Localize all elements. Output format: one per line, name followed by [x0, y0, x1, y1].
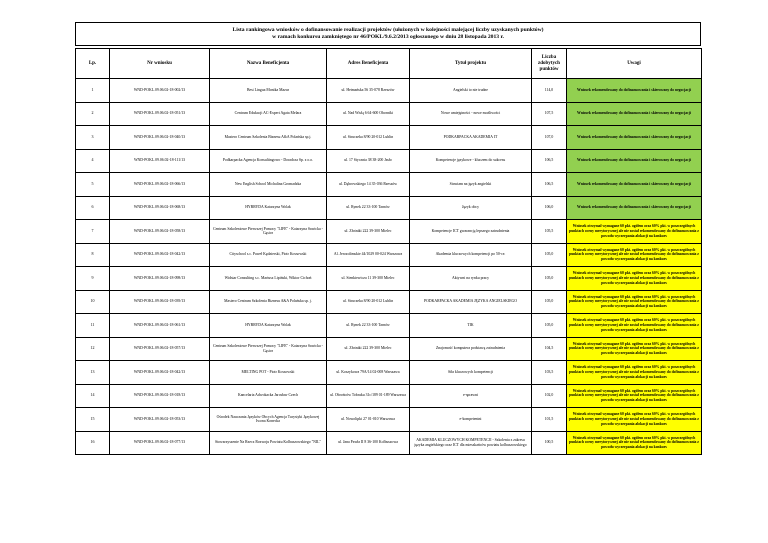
cell-lp: 14: [76, 384, 110, 408]
cell-nr: WND-POKL.09.06.02-18-077/13: [110, 431, 210, 455]
cell-tytul: Język obcy: [410, 196, 532, 220]
table-row: [76, 384, 702, 408]
header-lp: Lp.: [76, 49, 110, 79]
cell-uwagi: Wniosek rekomendowany do dofinansowania i skierowany do negocjacji: [567, 126, 702, 150]
cell-tytul: Aktywni na rynku pracy: [410, 267, 532, 291]
header-uwagi: Uwagi: [567, 49, 702, 79]
cell-uwagi: Wniosek rekomendowany do dofinansowania i skierowany do negocjacji: [567, 196, 702, 220]
cell-nr: WND-POKL.09.06.02-18-058/13: [110, 220, 210, 244]
cell-tytul: e-kompetentni: [410, 408, 532, 432]
table-body: [76, 79, 702, 455]
cell-lp: 7: [76, 220, 110, 244]
cell-uwagi: Wniosek rekomendowany do dofinansowania i skierowany do negocjacji: [567, 102, 702, 126]
cell-adres: ul. 17 Stycznia 38 38-200 Jasło: [327, 149, 410, 173]
cell-tytul: Kompetencje językowe - kluczem do sukcesu: [410, 149, 532, 173]
cell-nr: WND-POKL.09.06.02-18-040/13: [110, 126, 210, 150]
cell-tytul: Angielski to nie trudne: [410, 79, 532, 103]
header-punkty: Liczba zdobytych punktów: [532, 49, 567, 79]
cell-uwagi: Wniosek otrzymał wymagane 60 pkt. ogółem oraz 60% pkt. w poszczególnych punktach oceny merytorycznej ale nie został rekomendowany do dofinansowania z powodu wyczerpania alokacji na konkurs: [567, 267, 702, 291]
ranking-document: [75, 22, 701, 455]
table-row: [76, 126, 702, 150]
cell-nr: WND-POKL.09.06.02-18-042/13: [110, 361, 210, 385]
cell-lp: 12: [76, 337, 110, 361]
ranking-table: [75, 48, 702, 455]
cell-uwagi: Wniosek otrzymał wymagane 60 pkt. ogółem oraz 60% pkt. w poszczególnych punktach oceny merytorycznej ale nie został rekomendowany do dofinansowania z powodu wyczerpania alokacji na konkurs: [567, 337, 702, 361]
cell-adres: ul. Struczeka 8/90 20-012 Lublin: [327, 126, 410, 150]
cell-lp: 10: [76, 290, 110, 314]
cell-lp: 11: [76, 314, 110, 338]
header-adres: Adres Beneficjenta: [327, 49, 410, 79]
cell-lp: 6: [76, 196, 110, 220]
cell-punkty: 105,0: [532, 314, 567, 338]
cell-beneficjent: Ośrodek Nauczania Języków Obcych Agencja Turystyki Językowej Iwona Konecka: [210, 408, 327, 432]
cell-adres: ul. Rynek 22 33-100 Tarnów: [327, 196, 410, 220]
title-line-1: Lista rankingowa wniosków o dofinansowanie realizacji projektów (ułożonych w kolejności malejącej liczby uzyskanych punktów): [232, 27, 544, 33]
cell-uwagi: Wniosek otrzymał wymagane 60 pkt. ogółem oraz 60% pkt. w poszczególnych punktach oceny merytorycznej ale nie został rekomendowany do dofinansowania z powodu wyczerpania alokacji na konkurs: [567, 314, 702, 338]
cell-punkty: 105,0: [532, 267, 567, 291]
cell-adres: ul. Jana Pawła II 8 36-100 Kolbuszowa: [327, 431, 410, 455]
cell-nr: WND-POKL.09.06.02-18-018/13: [110, 384, 210, 408]
cell-adres: ul. Hetmańska 56 35-078 Rzeszów: [327, 79, 410, 103]
cell-punkty: 106,5: [532, 149, 567, 173]
cell-adres: ul. Sienkiewicza 11 39-300 Mielec: [327, 267, 410, 291]
table-row: [76, 408, 702, 432]
cell-tytul: AKADEMIA KLUCZOWYCH KOMPETENCJI - Szkolenia z zakresu języka angielskiego oraz ICT dla mieszkańców powiatu kolbuszowskiego: [410, 431, 532, 455]
cell-tytul: Stawiam na język angielski: [410, 173, 532, 197]
cell-beneficjent: Best Lingua Monika Mazur: [210, 79, 327, 103]
cell-nr: WND-POKL.09.06.02-18-057/13: [110, 337, 210, 361]
cell-tytul: Siła kluczowych kompetencji: [410, 361, 532, 385]
cell-uwagi: Wniosek otrzymał wymagane 60 pkt. ogółem oraz 60% pkt. w poszczególnych punktach oceny merytorycznej ale nie został rekomendowany do dofinansowania z powodu wyczerpania alokacji na konkurs: [567, 408, 702, 432]
cell-adres: ul. Rynek 22 33-100 Tarnów: [327, 314, 410, 338]
cell-nr: WND-POKL.09.06.02-18-098/13: [110, 267, 210, 291]
cell-punkty: 106,5: [532, 173, 567, 197]
cell-beneficjent: Centrum Edukacji AC-Expert Agata Melara: [210, 102, 327, 126]
cell-nr: WND-POKL.09.06.02-18-051/13: [110, 102, 210, 126]
cell-adres: ul. Nad Wisłą 6 64-600 Oborniki: [327, 102, 410, 126]
table-row: [76, 267, 702, 291]
header-beneficjent: Nazwa Beneficjenta: [210, 49, 327, 79]
cell-uwagi: Wniosek otrzymał wymagane 60 pkt. ogółem oraz 60% pkt. w poszczególnych punktach oceny merytorycznej ale nie został rekomendowany do dofinansowania z powodu wyczerpania alokacji na konkurs: [567, 384, 702, 408]
document-title: [75, 22, 701, 46]
cell-beneficjent: Kancelaria Adwokacka Jarosław Czech: [210, 384, 327, 408]
cell-punkty: 100,5: [532, 431, 567, 455]
cell-punkty: 101,5: [532, 408, 567, 432]
cell-tytul: PODKARPACKA AKADEMIA IT: [410, 126, 532, 150]
table-row: [76, 361, 702, 385]
cell-tytul: e-sprawni: [410, 384, 532, 408]
cell-uwagi: Wniosek rekomendowany do dofinansowania i skierowany do negocjacji: [567, 173, 702, 197]
cell-lp: 13: [76, 361, 110, 385]
cell-adres: ul. Dąbrowskiego 14 35-036 Rzeszów: [327, 173, 410, 197]
cell-punkty: 107,0: [532, 126, 567, 150]
cell-tytul: PODKARPACKA AKADEMIA JĘZYKA ANGIELSKIEGO: [410, 290, 532, 314]
table-row: [76, 173, 702, 197]
cell-uwagi: Wniosek rekomendowany do dofinansowania i skierowany do negocjacji: [567, 79, 702, 103]
cell-lp: 2: [76, 102, 110, 126]
cell-beneficjent: Mastero Centrum Szkolenia Biznesu A&A Polańska sp. j.: [210, 290, 327, 314]
cell-lp: 4: [76, 149, 110, 173]
cell-lp: 1: [76, 79, 110, 103]
table-row: [76, 220, 702, 244]
cell-tytul: TIK: [410, 314, 532, 338]
cell-uwagi: Wniosek otrzymał wymagane 60 pkt. ogółem oraz 60% pkt. w poszczególnych punktach oceny merytorycznej ale nie został rekomendowany do dofinansowania z powodu wyczerpania alokacji na konkurs: [567, 290, 702, 314]
title-line-2: w ramach konkursu zamkniętego nr 46/POKL/9.6.2/2013 ogłoszonego w dniu 28 listopada 2013 r.: [272, 34, 504, 40]
cell-tytul: Nowe umiejętności - nowe możliwości: [410, 102, 532, 126]
cell-beneficjent: HYBRYDA Katarzyna Wolak: [210, 196, 327, 220]
table-row: [76, 431, 702, 455]
cell-punkty: 104,5: [532, 337, 567, 361]
cell-uwagi: Wniosek otrzymał wymagane 60 pkt. ogółem oraz 60% pkt. w poszczególnych punktach oceny merytorycznej ale nie został rekomendowany do dofinansowania z powodu wyczerpania alokacji na konkurs: [567, 361, 702, 385]
cell-beneficjent: Podkarpacka Agencja Konsultingowo - Doradcza Sp. z o.o.: [210, 149, 327, 173]
cell-beneficjent: Centrum Szkoleniowe Pierwszej Pomocy "LIFE" - Katarzyna Sawicka - Gąsior: [210, 337, 327, 361]
cell-nr: WND-POKL.09.06.02-18-061/13: [110, 314, 210, 338]
cell-punkty: 107,5: [532, 102, 567, 126]
table-row: [76, 196, 702, 220]
cell-tytul: Kompetencje ICT gwarancją lepszego zatrudnienia: [410, 220, 532, 244]
cell-adres: ul. Złotniki 222 39-300 Mielec: [327, 220, 410, 244]
table-row: [76, 337, 702, 361]
cell-beneficjent: Widstar Consulting s.c. Mariusz Lipiński, Wiktor Cichoń: [210, 267, 327, 291]
header-nr: Nr wniosku: [110, 49, 210, 79]
cell-nr: WND-POKL.09.06.02-18-042/13: [110, 243, 210, 267]
table-row: [76, 243, 702, 267]
cell-punkty: 105,5: [532, 220, 567, 244]
cell-tytul: Znajomość komputera podstawą zatrudnienia: [410, 337, 532, 361]
cell-punkty: 103,5: [532, 361, 567, 385]
table-row: [76, 102, 702, 126]
cell-beneficjent: Centrum Szkoleniowe Pierwszej Pomocy "LIFE" - Katarzyna Sawicka - Gąsior: [210, 220, 327, 244]
cell-uwagi: Wniosek rekomendowany do dofinansowania i skierowany do negocjacji: [567, 149, 702, 173]
table-row: [76, 314, 702, 338]
table-row: [76, 79, 702, 103]
cell-beneficjent: Mastero Centrum Szkolenia Biznesu A&A Polańska sp.j.: [210, 126, 327, 150]
cell-nr: WND-POKL.09.06.02-18-053/13: [110, 408, 210, 432]
cell-uwagi: Wniosek otrzymał wymagane 60 pkt. ogółem oraz 60% pkt. w poszczególnych punktach oceny merytorycznej ale nie został rekomendowany do dofinansowania z powodu wyczerpania alokacji na konkurs: [567, 220, 702, 244]
cell-lp: 8: [76, 243, 110, 267]
cell-lp: 9: [76, 267, 110, 291]
cell-punkty: 105,0: [532, 243, 567, 267]
cell-adres: ul. Koszykowa 79A/14 02-008 Warszawa: [327, 361, 410, 385]
cell-punkty: 106,0: [532, 196, 567, 220]
cell-uwagi: Wniosek otrzymał wymagane 60 pkt. ogółem oraz 60% pkt. w poszczególnych punktach oceny merytorycznej ale nie został rekomendowany do dofinansowania z powodu wyczerpania alokacji na konkurs: [567, 431, 702, 455]
cell-uwagi: Wniosek otrzymał wymagane 60 pkt. ogółem oraz 60% pkt. w poszczególnych punktach oceny merytorycznej ale nie został rekomendowany do dofinansowania z powodu wyczerpania alokacji na konkurs: [567, 243, 702, 267]
cell-nr: WND-POKL.09.06.02-18-066/13: [110, 173, 210, 197]
cell-punkty: 114,0: [532, 79, 567, 103]
cell-lp: 15: [76, 408, 110, 432]
cell-beneficjent: Stowarzyszenie Na Rzecz Rozwoju Powiatu Kolbuszowskiego "NIL": [210, 431, 327, 455]
cell-beneficjent: HYBRYDA Katarzyna Wolak: [210, 314, 327, 338]
cell-adres: ul. Obrońców Tobruku 31c/189 01-189 Warszawa: [327, 384, 410, 408]
cell-beneficjent: New English School Michalina Gromadzka: [210, 173, 327, 197]
cell-lp: 3: [76, 126, 110, 150]
cell-punkty: 102,0: [532, 384, 567, 408]
cell-punkty: 105,0: [532, 290, 567, 314]
cell-nr: WND-POKL.09.06.02-18-111/13: [110, 149, 210, 173]
cell-adres: ul. Struczeka 8/90 20-012 Lublin: [327, 290, 410, 314]
cell-beneficjent: MELTING POT - Piotr Kossowski: [210, 361, 327, 385]
table-header-row: [76, 49, 702, 79]
cell-adres: ul. Nowolipki 27 01-010 Warszawa: [327, 408, 410, 432]
cell-nr: WND-POKL.09.06.02-18-002/13: [110, 79, 210, 103]
cell-lp: 16: [76, 431, 110, 455]
cell-adres: Al. Jerozolimskie 44/1029 00-024 Warszawa: [327, 243, 410, 267]
cell-nr: WND-POKL.09.06.02-18-039/13: [110, 290, 210, 314]
table-row: [76, 149, 702, 173]
table-row: [76, 290, 702, 314]
header-tytul: Tytuł projektu: [410, 49, 532, 79]
cell-nr: WND-POKL.09.06.02-18-068/13: [110, 196, 210, 220]
cell-beneficjent: Cityschool s.c. Paweł Kędzierski, Piotr Kossowski: [210, 243, 327, 267]
cell-adres: ul. Złotniki 222 39-300 Mielec: [327, 337, 410, 361]
cell-lp: 5: [76, 173, 110, 197]
cell-tytul: Akademia kluczowych kompetencji po 50-ce.: [410, 243, 532, 267]
